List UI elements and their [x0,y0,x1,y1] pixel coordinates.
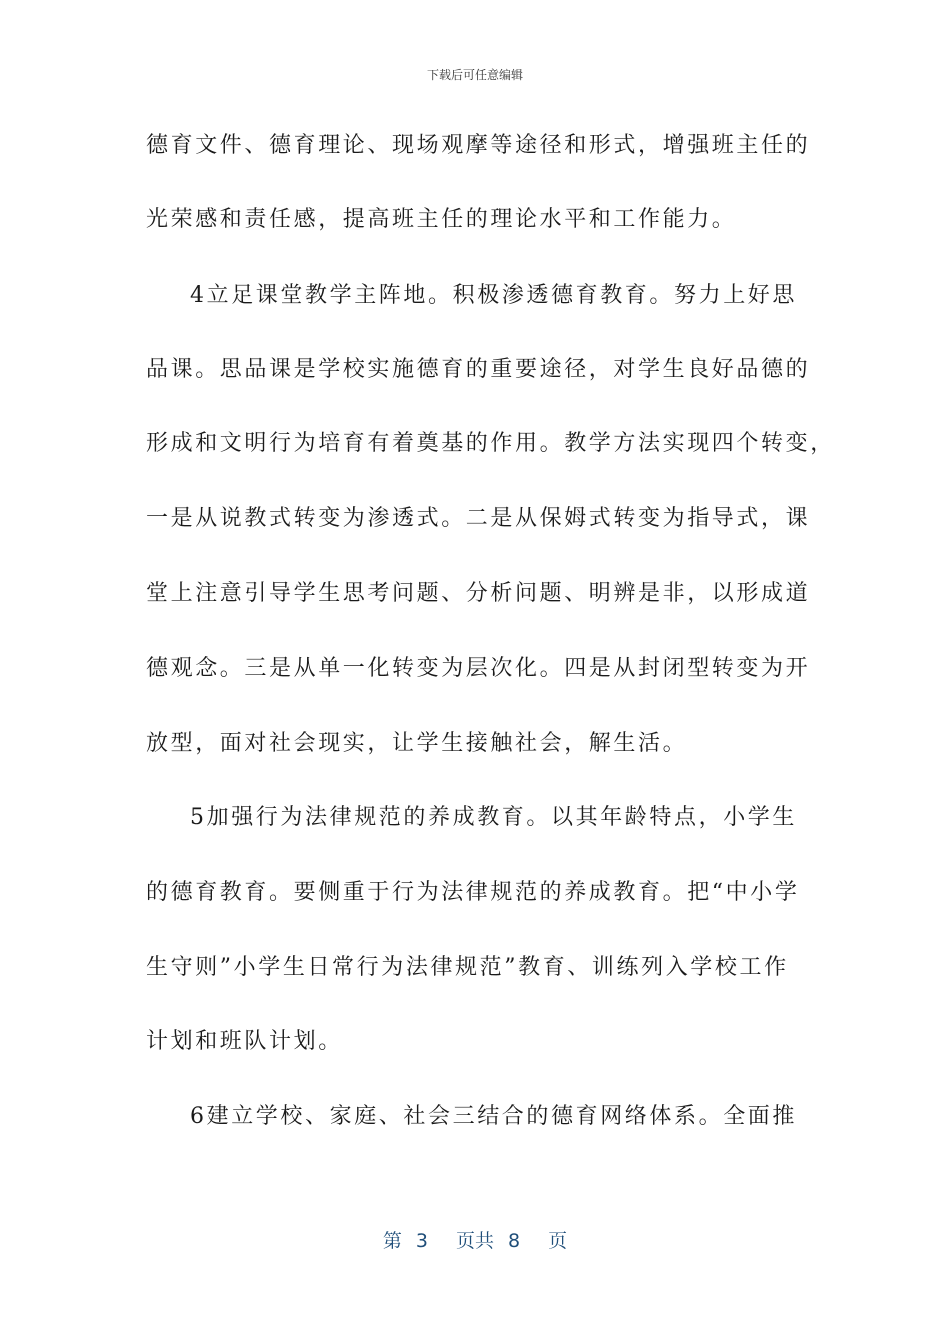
footer-prefix: 第 [382,1230,402,1252]
text-line: 堂上注意引导学生思考问题、分析问题、明辨是非，以形成道 [146,581,811,606]
text-line: 德育文件、德育理论、现场观摩等途径和形式，增强班主任的 [146,133,811,158]
text-line: 的德育教育。要侧重于行为法律规范的养成教育。把“中小学 [146,880,800,905]
text-line: 形成和文明行为培育有着奠基的作用。教学方法实现四个转变， [146,431,835,456]
text-line: 一是从说教式转变为渗透式。二是从保姆式转变为指导式，课 [146,506,811,531]
footer-suffix: 页 [548,1230,568,1252]
current-page-number: 3 [415,1230,428,1252]
text-line: 品课。思品课是学校实施德育的重要途径，对学生良好品德的 [146,357,811,382]
text-line: 计划和班队计划。 [146,1029,343,1054]
page-number-footer [0,1226,950,1253]
paragraph-start-line: 6建立学校、家庭、社会三结合的德育网络体系。全面推 [190,1104,797,1129]
paragraph-start-line: 5加强行为法律规范的养成教育。以其年龄特点，小学生 [190,805,797,830]
page-header-note: 下载后可任意编辑 [426,68,523,82]
text-line: 德观念。三是从单一化转变为层次化。四是从封闭型转变为开 [146,656,811,681]
total-pages-number: 8 [508,1230,521,1252]
paragraph-start-line: 4立足课堂教学主阵地。积极渗透德育教育。努力上好思 [190,283,797,308]
footer-middle: 页共 [455,1230,494,1252]
text-line: 生守则”小学生日常行为法律规范”教育、训练列入学校工作 [146,955,789,980]
text-line: 放型，面对社会现实，让学生接触社会，解生活。 [146,731,688,756]
text-line: 光荣感和责任感，提高班主任的理论水平和工作能力。 [146,207,737,232]
